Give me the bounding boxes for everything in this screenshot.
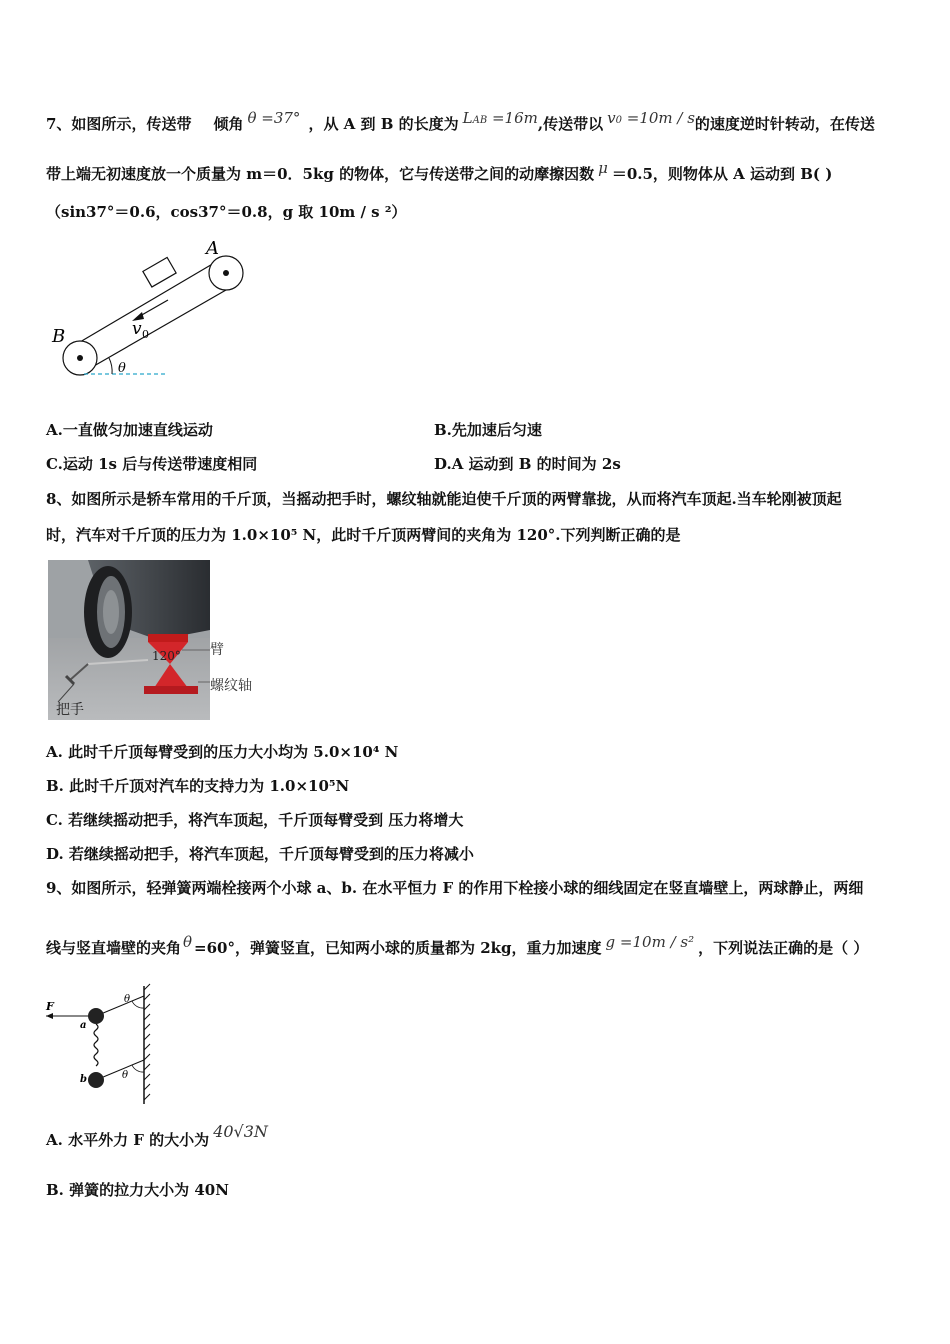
screw-label: 螺纹轴 — [210, 678, 252, 694]
arm-label: 臂 — [210, 642, 224, 658]
q9-line-1: 9、如图所示，轻弹簧两端栓接两个小球 a、b. 在水平恒力 F 的作用下栓接小球的细线固定在竖直墙壁上，两球静止，两细 — [46, 879, 864, 897]
q9-line-2: 线与竖直墙壁的夹角 θ =60°，弹簧竖直，已知两小球的质量都为 2kg，重力加速度 g =10m / s² ，下列说法正确的是（ ） — [46, 933, 869, 957]
label-b: B — [52, 326, 66, 347]
q9-option-a[interactable]: A. 水平外力 F 的大小为 40√3N — [46, 1122, 268, 1149]
label-theta-1: θ — [124, 994, 131, 1005]
q8-option-c[interactable]: C. 若继续摇动把手，将汽车顶起，千斤顶每臂受到 压力将增大 — [46, 811, 464, 829]
angle-label: 120° — [152, 649, 181, 663]
q7-conveyor-figure — [46, 234, 256, 384]
q8-line-2: 时，汽车对千斤顶的压力为 1.0×10⁵ N，此时千斤顶两臂间的夹角为 120°.下列判断正确的是 — [46, 526, 681, 544]
q9-spring-figure — [44, 982, 156, 1108]
ball-b — [88, 1072, 104, 1088]
label-theta: θ — [118, 361, 126, 376]
q7-line-2: 带上端无初速度放一个质量为 m＝0．5kg 的物体，它与传送带之间的动摩擦因数 μ ＝0.5，则物体从 A 运动到 B( ) — [46, 159, 833, 183]
velocity-arrow — [140, 300, 168, 316]
q8-option-a[interactable]: A. 此时千斤顶每臂受到的压力大小均为 5.0×10⁴ N — [46, 743, 399, 761]
q9-option-b[interactable]: B. 弹簧的拉力大小为 40N — [46, 1181, 229, 1199]
block — [143, 257, 176, 287]
label-a: a — [80, 1020, 87, 1031]
ball-a — [88, 1008, 104, 1024]
q8-jack-photo — [48, 560, 264, 720]
handle-label: 把手 — [56, 702, 84, 718]
label-b: b — [80, 1074, 87, 1085]
q8-option-d[interactable]: D. 若继续摇动把手，将汽车顶起，千斤顶每臂受到的压力将减小 — [46, 845, 474, 863]
label-v: v — [132, 319, 142, 339]
label-theta-2: θ — [122, 1070, 129, 1081]
q7-line-1: 7、如图所示，传送带 倾角 θ =37° ，从 A 到 B 的长度为 LAB =16m,传送带以 v0 =10m / s的速度逆时针转动，在传送 — [46, 109, 875, 133]
q7-line-3: （sin37°＝0.6，cos37°＝0.8，g 取 10m / s ²） — [46, 203, 407, 221]
q7-option-b[interactable]: B.先加速后匀速 — [434, 421, 542, 439]
q8-option-b[interactable]: B. 此时千斤顶对汽车的支持力为 1.0×10⁵N — [46, 777, 350, 795]
q7-option-c[interactable]: C.运动 1s 后与传送带速度相同 — [46, 455, 258, 473]
q7-option-d[interactable]: D.A 运动到 B 的时间为 2s — [434, 455, 621, 473]
q7-option-a[interactable]: A.一直做匀加速直线运动 — [46, 421, 213, 439]
label-a: A — [206, 238, 219, 259]
label-f: F — [46, 1000, 54, 1013]
label-v-sub: 0 — [142, 328, 149, 341]
q8-line-1: 8、如图所示是轿车常用的千斤顶，当摇动把手时，螺纹轴就能迫使千斤顶的两臂靠拢，从而将汽车顶起.当车轮刚被顶起 — [46, 490, 842, 508]
